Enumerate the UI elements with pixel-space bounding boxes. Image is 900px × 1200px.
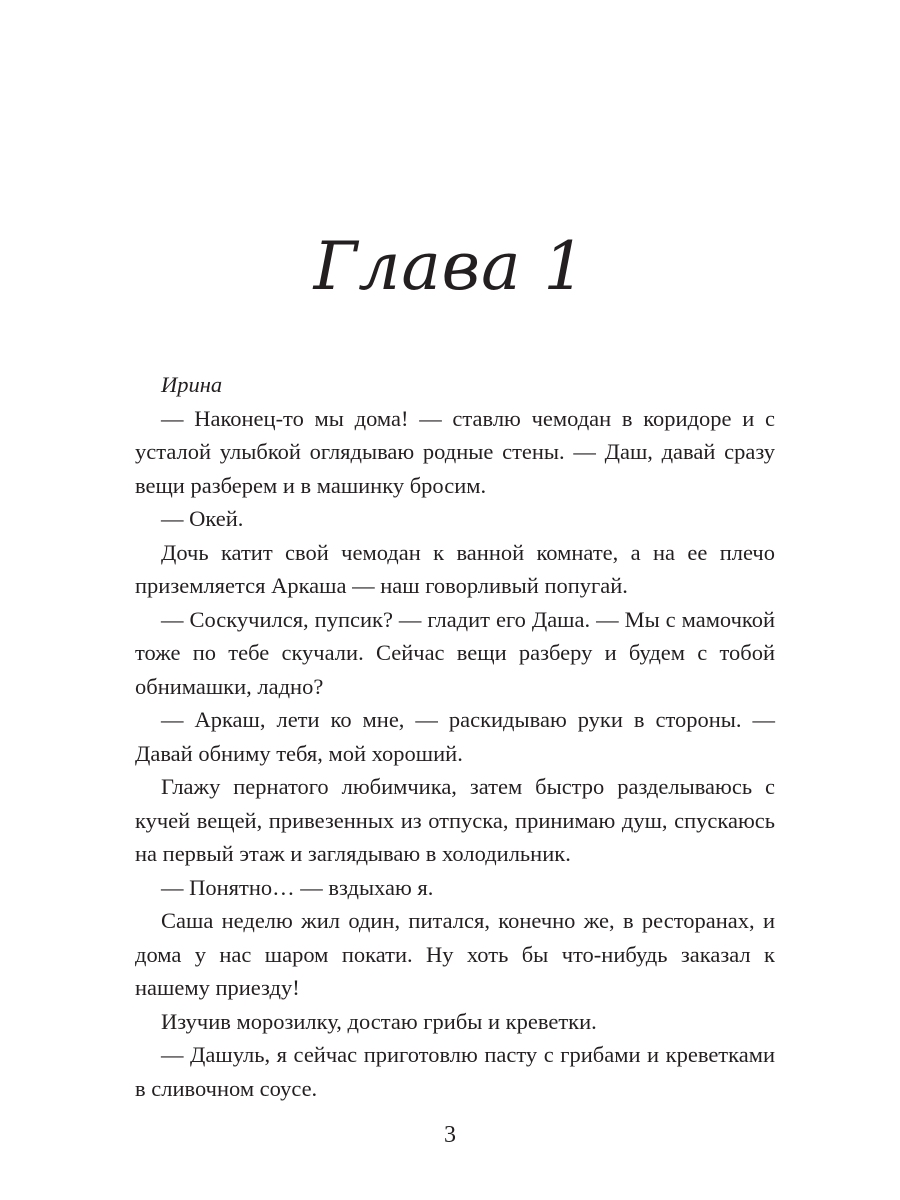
paragraph-8: Саша неделю жил один, питался, конечно же, в ресторанах, и дома у нас шаром покати. Ну хоть бы что-нибудь заказал к нашему приезду! [135, 908, 775, 1000]
paragraph-3: Дочь катит свой чемодан к ванной комнате, а на ее плечо приземляется Аркаша — наш говорливый попугай. [135, 539, 775, 598]
body-text [135, 368, 775, 1105]
paragraph-10: — Дашуль, я сейчас приготовлю пасту с грибами и креветками в сливочном соусе. [135, 1042, 775, 1101]
page-number: 3 [444, 1122, 456, 1148]
narrator-name: Ирина [161, 372, 223, 397]
paragraph-6: Глажу пернатого любимчика, затем быстро разделываюсь с кучей вещей, привезенных из отпуска, принимаю душ, спускаюсь на первый этаж и заглядываю в холодильник. [135, 774, 775, 866]
paragraph-2: — Окей. [161, 506, 244, 531]
paragraph-9: Изучив морозилку, достаю грибы и креветки. [161, 1008, 597, 1034]
paragraph-1: — Наконец-то мы дома! — ставлю чемодан в коридоре и с усталой улыбкой оглядываю родные стены. — Даш, давай сразу вещи разберем и в машинку бросим. [135, 405, 775, 498]
paragraph-7: — Понятно… — вздыхаю я. [161, 874, 434, 900]
paragraph-4: — Соскучился, пупсик? — гладит его Даша. — Мы с мамочкой тоже по тебе скучали. Сейчас вещи разберу и будем с тобой обнимашки, ладно? [135, 606, 775, 699]
chapter-title: Глава 1 [313, 228, 587, 305]
paragraph-5: — Аркаш, лети ко мне, — раскидываю руки в стороны. — Давай обниму тебя, мой хороший. [135, 707, 775, 766]
